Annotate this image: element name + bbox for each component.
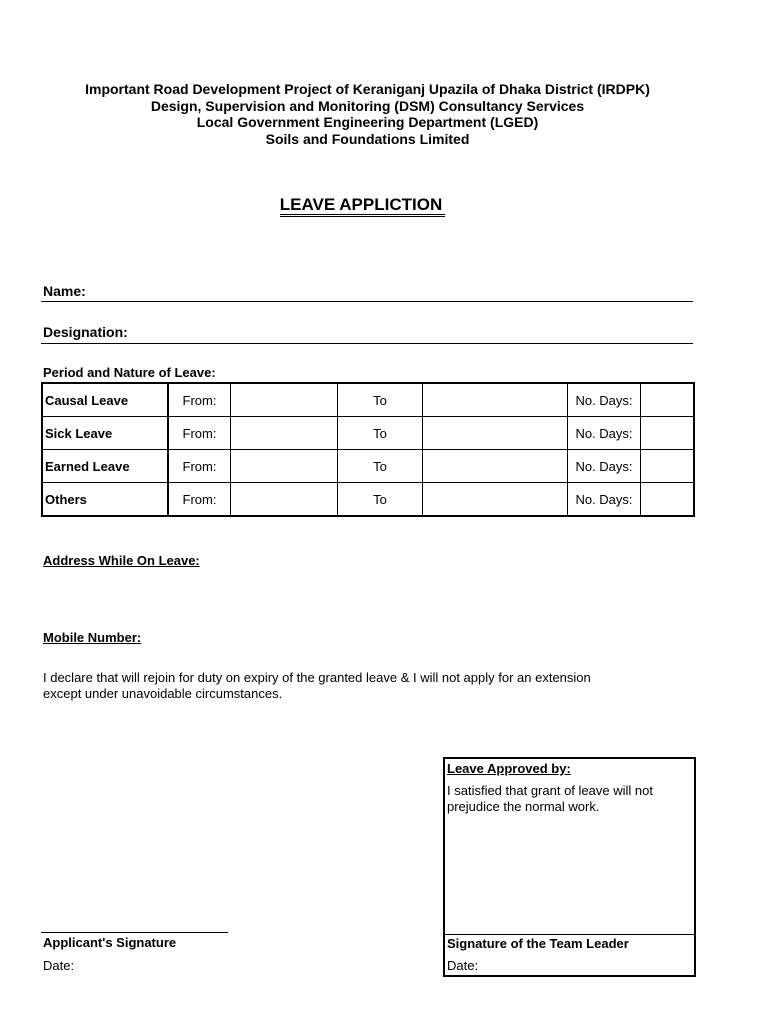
approval-statement-line-1: I satisfied that grant of leave will not <box>447 783 653 798</box>
name-line[interactable] <box>41 301 693 302</box>
table-row <box>42 417 694 450</box>
from-label-cell: From: <box>168 417 231 450</box>
days-label-cell: No. Days: <box>568 483 641 517</box>
approval-signature-divider <box>445 934 694 935</box>
header-services-line: Design, Supervision and Monitoring (DSM) Consultancy Services <box>150 98 585 114</box>
name-label: Name: <box>43 283 86 299</box>
approval-heading: Leave Approved by: <box>447 761 571 776</box>
leave-type-cell: Causal Leave <box>42 383 168 417</box>
from-label-cell: From: <box>168 483 231 517</box>
days-value-cell[interactable] <box>641 383 695 417</box>
days-value-cell[interactable] <box>641 483 695 517</box>
days-value-cell[interactable] <box>641 417 695 450</box>
to-value-cell[interactable] <box>423 383 568 417</box>
header-project-line: Important Road Development Project of Keraniganj Upazila of Dhaka District (IRDPK) <box>85 81 650 97</box>
header-department-line: Local Government Engineering Department (LGED) <box>196 114 539 130</box>
to-label-cell: To <box>338 450 423 483</box>
declaration-line-2: except under unavoidable circumstances. <box>43 686 283 701</box>
days-label-cell: No. Days: <box>568 383 641 417</box>
form-title-text: LEAVE APPLICTION <box>280 195 445 217</box>
declaration-line-1: I declare that will rejoin for duty on expiry of the granted leave & I will not apply for an extension <box>43 670 591 685</box>
header-company-line: Soils and Foundations Limited <box>265 131 470 147</box>
leave-type-cell: Others <box>42 483 168 517</box>
leave-table-caption: Period and Nature of Leave: <box>43 365 216 380</box>
days-label-cell: No. Days: <box>568 417 641 450</box>
leave-type-cell: Sick Leave <box>42 417 168 450</box>
from-value-cell[interactable] <box>231 483 338 517</box>
to-label-cell: To <box>338 483 423 517</box>
to-value-cell[interactable] <box>423 417 568 450</box>
from-value-cell[interactable] <box>231 417 338 450</box>
leave-type-cell: Earned Leave <box>42 450 168 483</box>
applicant-date-label: Date: <box>43 958 75 973</box>
leave-table <box>41 382 695 517</box>
days-label-cell: No. Days: <box>568 450 641 483</box>
applicant-signature-line[interactable] <box>41 932 228 933</box>
declaration-text <box>43 670 703 702</box>
table-row <box>42 483 694 517</box>
form-title <box>0 195 725 215</box>
approval-box <box>443 757 696 977</box>
from-value-cell[interactable] <box>231 383 338 417</box>
designation-label: Designation: <box>43 324 128 340</box>
table-row <box>42 383 694 417</box>
approval-date-label: Date: <box>447 958 479 973</box>
to-label-cell: To <box>338 383 423 417</box>
designation-line[interactable] <box>41 343 693 344</box>
approval-statement-line-2: prejudice the normal work. <box>447 799 600 814</box>
mobile-label: Mobile Number: <box>43 630 142 645</box>
from-label-cell: From: <box>168 383 231 417</box>
from-value-cell[interactable] <box>231 450 338 483</box>
applicant-signature-label: Applicant's Signature <box>43 935 177 950</box>
to-label-cell: To <box>338 417 423 450</box>
address-label: Address While On Leave: <box>43 553 200 568</box>
to-value-cell[interactable] <box>423 450 568 483</box>
table-row <box>42 450 694 483</box>
to-value-cell[interactable] <box>423 483 568 517</box>
team-leader-signature-label: Signature of the Team Leader <box>447 936 629 951</box>
approval-statement <box>447 783 691 815</box>
from-label-cell: From: <box>168 450 231 483</box>
days-value-cell[interactable] <box>641 450 695 483</box>
